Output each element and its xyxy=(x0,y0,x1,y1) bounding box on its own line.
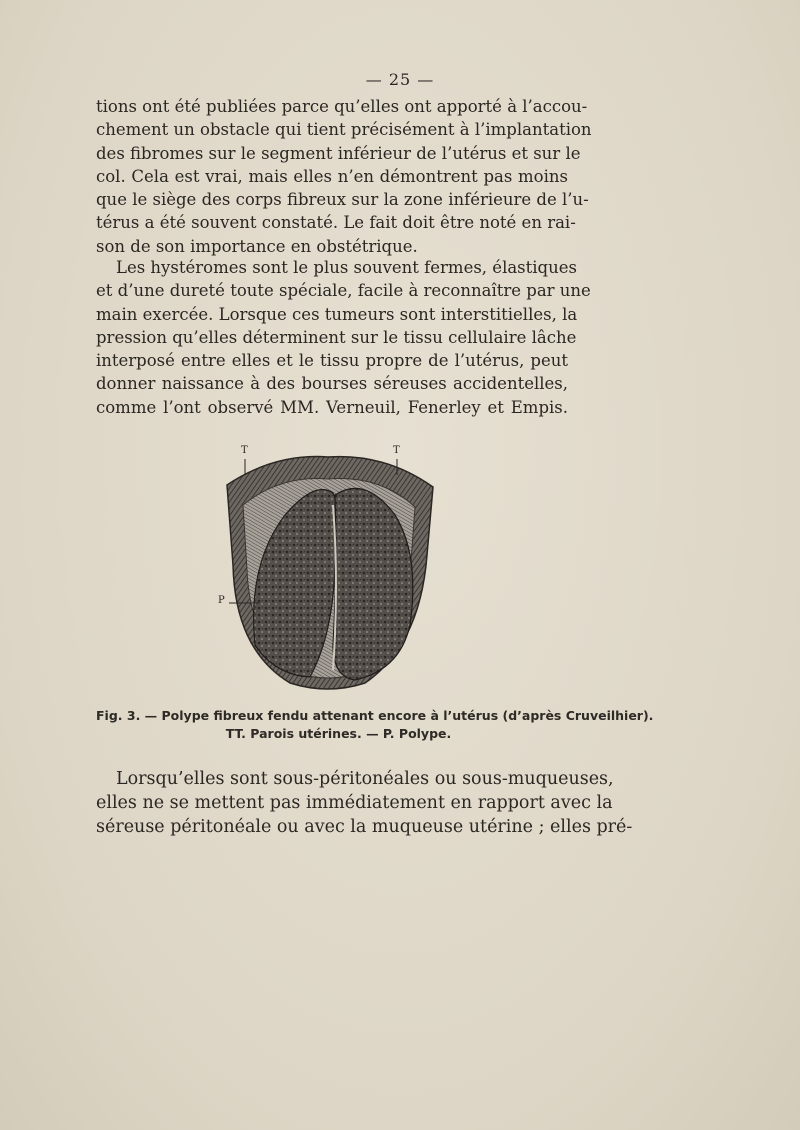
figure-caption xyxy=(96,707,654,743)
figure-label-p: P xyxy=(218,595,225,606)
page-number: — 25 — xyxy=(365,70,435,89)
text-line: des fibromes sur le segment inférieur de l’utérus et sur le xyxy=(96,143,581,163)
figure-polype-illustration xyxy=(215,445,440,695)
text-line: Lorsqu’elles sont sous-péritonéales ou sous-muqueuses, xyxy=(116,769,614,789)
text-line: pression qu’elles déterminent sur le tissu cellulaire lâche xyxy=(96,327,577,347)
figure-label-t-right: T xyxy=(393,445,400,456)
text-line: que le siège des corps fibreux sur la zone inférieure de l’u- xyxy=(96,190,589,210)
text-line: et d’une dureté toute spéciale, facile à reconnaître par une xyxy=(96,281,591,301)
text-line: donner naissance à des bourses séreuses accidentelles, xyxy=(96,374,568,394)
paragraph-1 xyxy=(96,95,592,258)
text-line: Les hystéromes sont le plus souvent fermes, élastiques xyxy=(116,258,577,277)
uterus-illustration xyxy=(215,445,440,695)
text-line: comme l’ont observé MM. Verneuil, Fenerley et Empis. xyxy=(96,397,568,417)
text-line: térus a été souvent constaté. Le fait doit être noté en rai- xyxy=(96,213,576,233)
figure-label-t-left: T xyxy=(241,445,248,456)
text-line: chement un obstacle qui tient précisément à l’implantation xyxy=(96,120,592,140)
text-line: col. Cela est vrai, mais elles n’en démontrent pas moins xyxy=(96,166,568,186)
text-line: main exercée. Lorsque ces tumeurs sont interstitielles, la xyxy=(96,304,578,324)
text-line: son de son importance en obstétrique. xyxy=(96,236,418,256)
text-line: interposé entre elles et le tissu propre de l’utérus, peut xyxy=(96,351,568,371)
paragraph-2 xyxy=(96,256,591,419)
caption-line-1: Fig. 3. — Polype fibreux fendu attenant encore à l’utérus (d’après Cruveilhier). xyxy=(96,708,654,723)
caption-line-2: TT. Parois utérines. — P. Polype. xyxy=(225,726,452,741)
text-line: tions ont été publiées parce qu’elles ont apporté à l’accou- xyxy=(96,97,588,116)
text-line: séreuse péritonéale ou avec la muqueuse utérine ; elles pré- xyxy=(96,817,633,837)
paragraph-3 xyxy=(96,767,633,839)
text-line: elles ne se mettent pas immédiatement en rapport avec la xyxy=(96,793,613,813)
